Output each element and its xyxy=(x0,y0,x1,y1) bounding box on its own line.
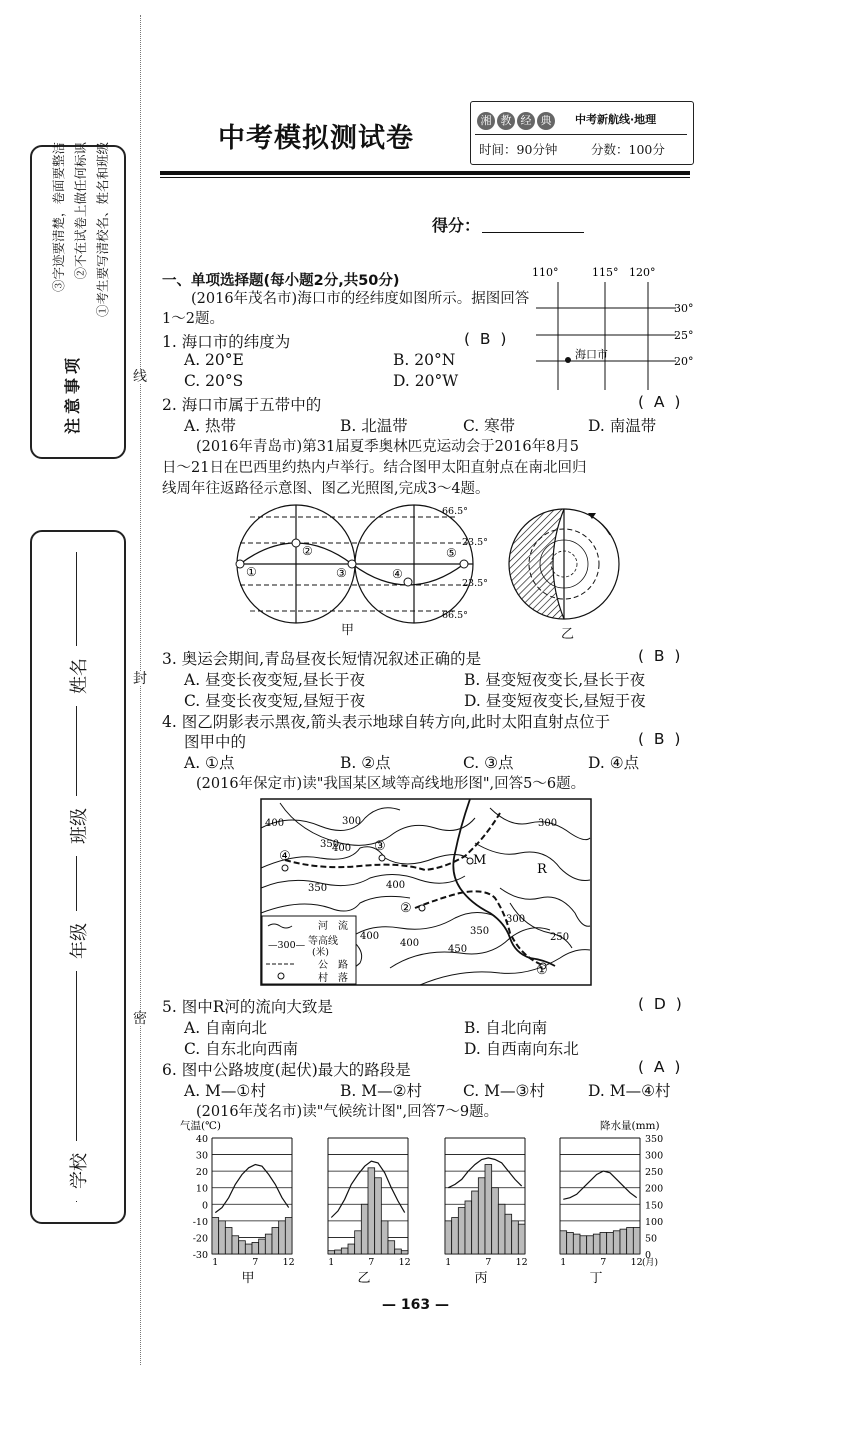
precip-bar xyxy=(219,1221,226,1254)
q5-option-d: D. 自西南向东北 xyxy=(464,1040,579,1058)
q5-option-b: B. 自北向南 xyxy=(464,1019,548,1037)
score-field[interactable] xyxy=(482,232,584,233)
precip-bar xyxy=(620,1229,627,1254)
caption-yi: 乙 xyxy=(561,627,575,642)
field-school: 学校 xyxy=(69,1141,91,1201)
village-1: ① xyxy=(536,963,548,978)
seal-mark-line: 线 xyxy=(133,369,147,385)
q2-option-b: B. 北温带 xyxy=(340,417,408,435)
temp-tick-label: 20 xyxy=(195,1167,208,1179)
precip-bar xyxy=(580,1236,587,1254)
haikou-dot xyxy=(565,357,571,363)
q1-stem: 1. 海口市的纬度为 xyxy=(162,333,291,351)
notice-content xyxy=(30,142,122,455)
illumination-figure xyxy=(502,505,622,623)
q5-option-a: A. 自南向北 xyxy=(184,1019,268,1037)
header-badge-box xyxy=(470,101,694,165)
chart-name: 丙 xyxy=(474,1271,488,1286)
q3-option-a: A. 昼变长夜变短,昼长于夜 xyxy=(184,671,365,689)
month-tick-label: 7 xyxy=(252,1257,259,1268)
q6-option-c: C. M—③村 xyxy=(463,1082,545,1100)
intro-3: (2016年保定市)读"我国某区域等高线地形图",回答5～6题。 xyxy=(196,776,586,792)
q6-stem: 6. 图中公路坡度(起伏)最大的路段是 xyxy=(162,1061,411,1079)
q2-option-a: A. 热带 xyxy=(184,417,237,435)
sun-path-figure xyxy=(228,500,490,630)
lat-66-n: 66.5° xyxy=(442,506,468,517)
precip-tick-label: 250 xyxy=(645,1167,664,1179)
climate-chart-4 xyxy=(560,1138,658,1286)
precip-bar xyxy=(492,1188,499,1254)
q5-answer-wrap: ( D ) xyxy=(638,995,682,1013)
precip-bar xyxy=(361,1204,368,1254)
q3-option-b: B. 昼变短夜变长,昼长于夜 xyxy=(464,671,646,689)
legend-contour: 等高线 xyxy=(308,936,338,947)
precip-tick-label: 100 xyxy=(645,1216,664,1228)
legend-contour-unit: (米) xyxy=(312,947,329,958)
month-tick-label: 12 xyxy=(630,1257,643,1268)
legend-sample: —300— xyxy=(268,940,306,951)
intro-2-line3: 线周年往返路径示意图、图乙光照图,完成3～4题。 xyxy=(162,481,490,497)
page-number: — 163 — xyxy=(382,1297,449,1313)
precip-bar xyxy=(567,1232,574,1254)
legend-river: 河 流 xyxy=(318,921,348,932)
lat-label-1: 30° xyxy=(674,302,694,315)
q1-answer-wrap: ( B ) xyxy=(464,330,507,348)
q5-option-c: C. 自东北向西南 xyxy=(184,1040,299,1058)
q4-stem: 4. 图乙阴影表示黑夜,箭头表示地球自转方向,此时太阳直射点位于 xyxy=(162,713,611,731)
q4-answer: B xyxy=(653,730,665,748)
badge-divider xyxy=(475,134,687,135)
month-tick-label: 1 xyxy=(328,1257,335,1268)
precip-bar xyxy=(212,1218,219,1254)
precip-bar xyxy=(265,1234,272,1254)
contour-label-10: 450 xyxy=(448,944,468,955)
precip-bar xyxy=(512,1221,519,1254)
chart-name: 乙 xyxy=(357,1271,371,1286)
precip-bar xyxy=(375,1178,382,1254)
precip-tick-label: 350 xyxy=(645,1134,664,1145)
q6-answer: A xyxy=(653,1058,665,1076)
page-title: 中考模拟测试卷 xyxy=(218,123,414,154)
badge-char-3: 经 xyxy=(517,112,535,130)
q3-answer-wrap: ( B ) xyxy=(638,647,681,665)
series-name: 中考新航线·地理 xyxy=(575,113,657,126)
precip-bar xyxy=(587,1236,594,1254)
q3-option-c: C. 昼变长夜变短,昼短于夜 xyxy=(184,692,366,710)
q1-answer: B xyxy=(479,330,491,348)
seal-mark-mi: 密 xyxy=(133,1011,147,1027)
precip-bar xyxy=(341,1248,348,1254)
precip-bar xyxy=(328,1251,335,1254)
temp-tick-label: 10 xyxy=(195,1183,208,1195)
notice-title: 注意事项 xyxy=(63,353,82,434)
contour-label-3: 350 xyxy=(320,839,340,850)
precip-bar xyxy=(252,1242,259,1254)
precip-bar xyxy=(518,1224,525,1254)
badge-char-1: 湘 xyxy=(477,112,495,130)
precip-bar xyxy=(355,1231,362,1254)
precip-bar xyxy=(600,1232,607,1254)
temp-line xyxy=(563,1171,636,1199)
intro-2-line1: (2016年青岛市)第31届夏季奥林匹克运动会于2016年8月5 xyxy=(196,439,580,455)
q4-option-b: B. ②点 xyxy=(340,754,391,772)
precip-bar xyxy=(560,1231,567,1254)
precip-bar xyxy=(245,1244,252,1254)
lat-23-n: 23.5° xyxy=(462,537,488,548)
q3-answer: B xyxy=(653,647,665,665)
chart-name: 丁 xyxy=(589,1271,603,1286)
notice-item-1: ①考生要写清校名、姓名和班级 xyxy=(95,142,110,318)
charts-body xyxy=(212,1138,658,1286)
lon-label-2: 115° xyxy=(592,266,619,279)
contour-label-1: 400 xyxy=(265,818,285,829)
contour-label-5: 300 xyxy=(538,818,558,829)
contour-label-4: 400 xyxy=(332,843,352,854)
precip-bar xyxy=(232,1236,239,1254)
q5-stem: 5. 图中R河的流向大致是 xyxy=(162,998,333,1016)
field-class: 班级 xyxy=(69,796,91,856)
badge-char-2: 教 xyxy=(497,112,515,130)
q5-answer: D xyxy=(653,995,666,1013)
village-3: ③ xyxy=(374,839,386,854)
month-tick-label: 12 xyxy=(398,1257,411,1268)
q6-option-b: B. M—②村 xyxy=(340,1082,423,1100)
precip-tick-label: 150 xyxy=(645,1200,664,1212)
contour-label-8: 400 xyxy=(360,931,380,942)
q6-option-a: A. M—①村 xyxy=(184,1082,266,1100)
q6-option-d: D. M—④村 xyxy=(588,1082,671,1100)
month-tick-label: 7 xyxy=(600,1257,607,1268)
sun-point-2: ② xyxy=(302,544,313,558)
precip-tick-label: 200 xyxy=(645,1183,664,1195)
precip-tick-label: 300 xyxy=(645,1150,664,1162)
point-m: M xyxy=(473,853,487,868)
precip-bar xyxy=(607,1232,614,1254)
notice-item-3: ③字迹要清楚，卷面要整洁 xyxy=(51,142,66,293)
precip-bar xyxy=(573,1234,580,1254)
lat-label-3: 20° xyxy=(674,355,694,368)
climate-chart-3 xyxy=(445,1138,528,1286)
precip-bar xyxy=(272,1227,279,1254)
precip-bar xyxy=(239,1241,246,1254)
contour-label-12: 300 xyxy=(506,914,526,925)
month-unit: (月) xyxy=(642,1258,659,1268)
q4-stem-cont: 图甲中的 xyxy=(184,733,247,751)
sun-point-1: ① xyxy=(246,565,257,579)
temp-axis-title: 气温(℃) xyxy=(180,1120,221,1132)
precip-bar xyxy=(279,1221,286,1254)
q2-option-d: D. 南温带 xyxy=(588,417,657,435)
header-rule-thick xyxy=(160,171,690,175)
precip-bar xyxy=(259,1239,266,1254)
q2-answer: A xyxy=(653,393,665,411)
q3-stem: 3. 奥运会期间,青岛昼夜长短情况叙述正确的是 xyxy=(162,650,482,668)
month-tick-label: 12 xyxy=(282,1257,295,1268)
intro-4: (2016年茂名市)读"气候统计图",回答7～9题。 xyxy=(196,1104,499,1120)
lon-label-3: 120° xyxy=(629,266,656,279)
precip-bar xyxy=(627,1227,634,1254)
time-label: 时间：90分钟 xyxy=(479,142,558,157)
field-grade: 年级 xyxy=(69,911,91,971)
sun-point-4: ④ xyxy=(392,567,403,581)
precip-bar xyxy=(633,1227,640,1254)
precip-axis-title: 降水量(mm) xyxy=(600,1120,660,1132)
precip-bar xyxy=(445,1221,452,1254)
precip-bar xyxy=(478,1178,485,1254)
climate-chart-2 xyxy=(328,1138,411,1286)
q1-option-c: C. 20°S xyxy=(184,372,244,390)
precip-bar xyxy=(395,1249,402,1254)
q2-option-c: C. 寒带 xyxy=(463,417,516,435)
badge-chars xyxy=(477,109,555,130)
month-tick-label: 1 xyxy=(560,1257,567,1268)
section-heading: 一、单项选择题(每小题2分,共50分) xyxy=(162,273,400,289)
contour-label-6: 400 xyxy=(386,880,406,891)
score-label: 得分： xyxy=(432,216,481,235)
seal-mark-feng: 封 xyxy=(133,671,147,687)
temp-ticks xyxy=(193,1134,208,1261)
precip-bar xyxy=(381,1221,388,1254)
river-label: R xyxy=(537,862,547,877)
lat-23-s: 23.5° xyxy=(462,578,488,589)
precip-bar xyxy=(458,1208,465,1254)
temp-tick-label: 0 xyxy=(201,1200,208,1212)
q3-option-d: D. 昼变短夜变长,昼短于夜 xyxy=(464,692,646,710)
precip-bar xyxy=(335,1250,342,1254)
q4-answer-wrap: ( B ) xyxy=(638,730,681,748)
badge-char-4: 典 xyxy=(537,112,555,130)
q1-option-b: B. 20°N xyxy=(393,351,456,369)
student-info-box xyxy=(30,530,126,1224)
temp-tick-label: 30 xyxy=(195,1150,208,1162)
city-label: 海口市 xyxy=(575,348,608,361)
precip-bar xyxy=(593,1234,600,1254)
sun-point-3: ③ xyxy=(336,566,347,580)
precip-bar xyxy=(388,1241,395,1254)
contour-label-2: 300 xyxy=(342,816,362,827)
header-rule-thin xyxy=(160,177,690,178)
precip-bar xyxy=(498,1204,505,1254)
contour-label-11: 350 xyxy=(470,926,490,937)
village-2: ② xyxy=(400,901,412,916)
precip-bar xyxy=(485,1165,492,1254)
climate-chart-1 xyxy=(212,1138,295,1286)
chart-name: 甲 xyxy=(241,1271,255,1286)
precip-bar xyxy=(285,1218,292,1254)
temp-tick-label: -20 xyxy=(192,1233,208,1245)
intro-1: (2016年茂名市)海口市的经纬度如图所示。据图回答1～2题。 xyxy=(162,291,530,327)
q4-option-c: C. ③点 xyxy=(463,754,514,772)
precip-ticks xyxy=(645,1134,663,1261)
q4-option-a: A. ①点 xyxy=(184,754,235,772)
intro-2-line2: 日～21日在巴西里约热内卢举行。结合图甲太阳直射点在南北回归 xyxy=(162,460,587,476)
precip-tick-label: 50 xyxy=(645,1233,658,1245)
village-4: ④ xyxy=(279,849,291,864)
notice-item-2: ②不在试卷上做任何标识 xyxy=(73,142,88,280)
q2-stem: 2. 海口市属于五带中的 xyxy=(162,396,322,414)
precip-bar xyxy=(452,1218,459,1254)
precip-bar xyxy=(401,1251,408,1254)
month-tick-label: 12 xyxy=(515,1257,528,1268)
month-tick-label: 1 xyxy=(212,1257,219,1268)
precip-bar xyxy=(348,1244,355,1254)
month-tick-label: 1 xyxy=(445,1257,452,1268)
contour-label-7: 350 xyxy=(308,883,328,894)
precip-bar xyxy=(613,1231,620,1254)
q6-answer-wrap: ( A ) xyxy=(638,1058,681,1076)
seal-line xyxy=(140,15,141,1365)
temp-tick-label: -30 xyxy=(192,1250,208,1261)
temp-tick-label: -10 xyxy=(192,1216,208,1228)
contour-label-9: 400 xyxy=(400,938,420,949)
q4-option-d: D. ④点 xyxy=(588,754,640,772)
q2-answer-wrap: ( A ) xyxy=(638,393,681,411)
precip-bar xyxy=(472,1191,479,1254)
precip-bar xyxy=(505,1214,512,1254)
precip-bar xyxy=(225,1227,232,1254)
legend-road: 公 路 xyxy=(318,960,348,971)
q1-option-d: D. 20°W xyxy=(393,372,459,390)
lon-label-1: 110° xyxy=(532,266,559,279)
sun-point-5: ⑤ xyxy=(446,546,457,560)
lat-66-s: 66.5° xyxy=(442,610,468,621)
climate-charts xyxy=(180,1116,680,1286)
precip-bar xyxy=(368,1168,375,1254)
temp-line xyxy=(215,1165,288,1213)
temp-tick-label: 40 xyxy=(195,1134,208,1145)
contour-label-13: 250 xyxy=(550,932,570,943)
legend-village: 村 落 xyxy=(318,973,348,984)
lat-lon-map xyxy=(528,262,698,392)
field-name: 姓名 xyxy=(69,646,91,706)
lat-label-2: 25° xyxy=(674,329,694,342)
q1-option-a: A. 20°E xyxy=(184,351,244,369)
caption-jia: 甲 xyxy=(341,623,355,638)
precip-tick-label: 0 xyxy=(645,1250,652,1261)
contour-map xyxy=(260,798,592,986)
precip-bar xyxy=(465,1201,472,1254)
month-tick-label: 7 xyxy=(485,1257,492,1268)
score-total-label: 分数：100分 xyxy=(591,142,665,157)
month-tick-label: 7 xyxy=(368,1257,375,1268)
